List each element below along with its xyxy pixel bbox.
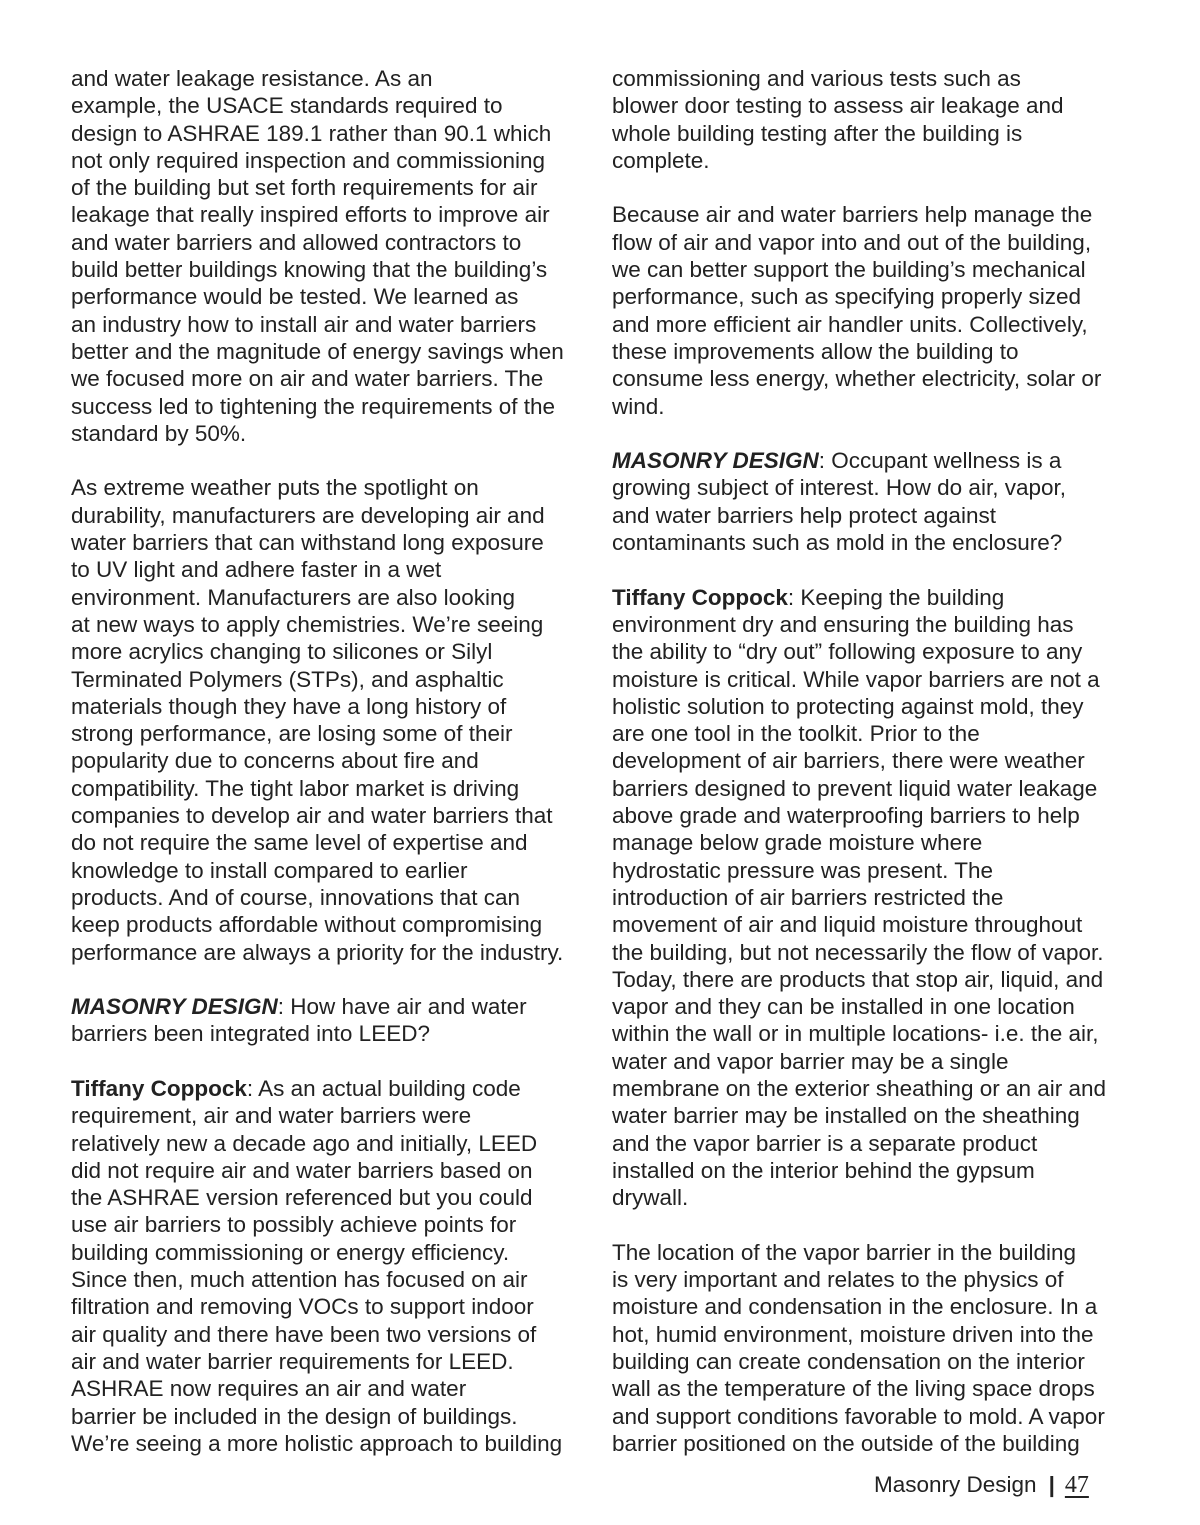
text-line: consume less energy, whether electricity, solar or xyxy=(612,366,1102,392)
text-line: membrane on the exterior sheathing or an air and xyxy=(612,1075,1107,1101)
text-line: the ability to “dry out” following exposure to any xyxy=(612,639,1083,665)
text-line: holistic solution to protecting against mold, they xyxy=(612,693,1084,719)
question-leed: MASONRY DESIGN: How have air and water barriers been integrated into LEED? xyxy=(71,994,527,1047)
text-line: air quality and there have been two versions of xyxy=(71,1321,537,1347)
text-line: and more efficient air handler units. Collectively, xyxy=(612,311,1088,337)
question-occupant-wellness-body xyxy=(612,474,1142,556)
text-line: products. And of course, innovations that can xyxy=(71,884,521,910)
text-line: keep products affordable without compromising xyxy=(71,912,543,938)
text-line: an industry how to install air and water barriers xyxy=(71,311,537,337)
paragraph-air-leakage xyxy=(71,65,591,447)
paragraph-mechanical-performance xyxy=(612,201,1142,419)
text-line: these improvements allow the building to xyxy=(612,338,1019,364)
question-occupant-wellness: MASONRY DESIGN: Occupant wellness is a growing subject of interest. How do air, vapor, and water barriers help protect against contaminants such as mold in the enclosure? xyxy=(612,447,1142,556)
text-line: We’re seeing a more holistic approach to building xyxy=(71,1430,563,1456)
text-line: vapor and they can be installed in one location xyxy=(612,994,1075,1020)
text-line: the ASHRAE version referenced but you could xyxy=(71,1185,533,1211)
text-line: water barriers that can withstand long exposure xyxy=(71,530,544,556)
text-line: to UV light and adhere faster in a wet xyxy=(71,557,442,583)
text-line: example, the USACE standards required to xyxy=(71,93,503,119)
text-line: build better buildings knowing that the building’s xyxy=(71,257,548,283)
text-line: performance are always a priority for the industry. xyxy=(71,939,564,965)
text-line: barrier positioned on the outside of the building xyxy=(612,1430,1080,1456)
text-line: relatively new a decade ago and initially, LEED xyxy=(71,1130,538,1156)
text-line: did not require air and water barriers based on xyxy=(71,1157,533,1183)
left-column xyxy=(71,65,591,1457)
text-line: and the vapor barrier is a separate product xyxy=(612,1130,1038,1156)
text-line: the building, but not necessarily the flow of vapor. xyxy=(612,939,1104,965)
text-line: flow of air and vapor into and out of the building, xyxy=(612,229,1092,255)
text-line: compatibility. The tight labor market is driving xyxy=(71,775,520,801)
answer-leed-body xyxy=(71,1102,591,1457)
paragraph-commissioning xyxy=(612,65,1142,174)
text-line: wall as the temperature of the living space drops xyxy=(612,1376,1095,1402)
footer-separator: | xyxy=(1048,1472,1055,1497)
text-line: leakage that really inspired efforts to improve air xyxy=(71,202,550,228)
text-line: The location of the vapor barrier in the building xyxy=(612,1239,1077,1265)
text-line: commissioning and various tests such as xyxy=(612,66,1021,91)
text-line: and support conditions favorable to mold. A vapor xyxy=(612,1403,1105,1429)
text-line: water barrier may be installed on the sheathing xyxy=(612,1103,1080,1129)
text-line: and water barriers help protect against xyxy=(612,502,996,528)
text-line: and water leakage resistance. As an xyxy=(71,66,433,91)
text-line: Today, there are products that stop air, liquid, and xyxy=(612,966,1104,992)
text-line: materials though they have a long history of xyxy=(71,693,507,719)
text-line: Since then, much attention has focused on air xyxy=(71,1267,528,1293)
text-line: complete. xyxy=(612,147,710,173)
text-line: environment. Manufacturers are also looking xyxy=(71,584,515,610)
text-line: filtration and removing VOCs to support indoor xyxy=(71,1294,534,1320)
page-number: 47 xyxy=(1064,1472,1089,1498)
text-line: introduction of air barriers restricted the xyxy=(612,884,1004,910)
text-line: design to ASHRAE 189.1 rather than 90.1 which xyxy=(71,120,552,146)
text-line: ASHRAE now requires an air and water xyxy=(71,1376,467,1402)
text-line: barriers designed to prevent liquid water leakage xyxy=(612,775,1098,801)
text-line: development of air barriers, there were weather xyxy=(612,748,1085,774)
text-line: better and the magnitude of energy savings when xyxy=(71,338,564,364)
interviewer-label: MASONRY DESIGN xyxy=(612,448,819,474)
interviewer-label: MASONRY DESIGN xyxy=(71,994,278,1020)
text-line: performance would be tested. We learned as xyxy=(71,284,519,310)
text-line: whole building testing after the building is xyxy=(612,120,1023,146)
publication-name: Masonry Design xyxy=(874,1472,1037,1497)
text-line: we focused more on air and water barriers. The xyxy=(71,366,544,392)
paragraph-extreme-weather xyxy=(71,474,591,965)
text-line: within the wall or in multiple locations- i.e. the air, xyxy=(612,1021,1099,1047)
text-line: success led to tightening the requirements of the xyxy=(71,393,556,419)
text-line: air and water barrier requirements for LEED. xyxy=(71,1348,514,1374)
text-line: are one tool in the toolkit. Prior to the xyxy=(612,721,980,747)
text-line: companies to develop air and water barriers that xyxy=(71,803,553,829)
text-line: standard by 50%. xyxy=(71,420,247,446)
text-line: strong performance, are losing some of their xyxy=(71,721,513,747)
text-line: more acrylics changing to silicones or Silyl xyxy=(71,639,493,665)
text-line: do not require the same level of expertise and xyxy=(71,830,528,856)
text-line: wind. xyxy=(612,393,665,419)
answer-leed: Tiffany Coppock: As an actual building code requirement, air and water barriers were relatively new a decade ago and initially, LEED did not require air and water barriers based on the ASHRAE version referenced but you could use air barriers to possibly achieve points for building commissioning or energy efficiency. Since then, much attention has focused on air filtration and removing VOCs to support indoor air quality and there have been two versions of air and water barrier requirements for LEED. ASHRAE now requires an air and water barrier be included in the design of buildings. We’re seeing a more holistic approach to building xyxy=(71,1075,591,1457)
text-line: moisture is critical. While vapor barriers are not a xyxy=(612,666,1100,692)
text-line: moisture and condensation in the enclosure. In a xyxy=(612,1294,1098,1320)
right-column xyxy=(612,65,1142,1457)
text-line: drywall. xyxy=(612,1185,689,1211)
text-line: knowledge to install compared to earlier xyxy=(71,857,468,883)
text-line: installed on the interior behind the gypsum xyxy=(612,1157,1035,1183)
text-line: of the building but set forth requirements for air xyxy=(71,175,538,201)
text-line: environment dry and ensuring the building has xyxy=(612,611,1074,637)
text-line: barrier be included in the design of buildings. xyxy=(71,1403,518,1429)
text-line: hydrostatic pressure was present. The xyxy=(612,857,994,883)
text-line: movement of air and liquid moisture throughout xyxy=(612,912,1083,938)
page-footer xyxy=(874,1472,1089,1499)
answer-occupant-wellness-body xyxy=(612,611,1142,1212)
text-line: use air barriers to possibly achieve points for xyxy=(71,1212,517,1238)
text-line: above grade and waterproofing barriers to help xyxy=(612,803,1080,829)
text-line: Terminated Polymers (STPs), and asphaltic xyxy=(71,666,504,692)
text-line: building commissioning or energy efficiency. xyxy=(71,1239,510,1265)
text-line: we can better support the building’s mechanical xyxy=(612,257,1086,283)
speaker-label: Tiffany Coppock xyxy=(612,584,788,610)
text-line: manage below grade moisture where xyxy=(612,830,983,856)
text-line: Because air and water barriers help manage the xyxy=(612,202,1093,228)
text-line: durability, manufacturers are developing air and xyxy=(71,502,545,528)
text-line: not only required inspection and commissioning xyxy=(71,147,546,173)
text-line: popularity due to concerns about fire and xyxy=(71,748,479,774)
answer-occupant-wellness: Tiffany Coppock: Keeping the building environment dry and ensuring the building has the ability to “dry out” following exposure to any moisture is critical. While vapor barriers are not a holistic solution to protecting against mold, they are one tool in the toolkit. Prior to the development of air barriers, there were weather barriers designed to prevent liquid water leakage above grade and waterproofing barriers to help manage below grade moisture where hydrostatic pressure was present. The introduction of air barriers restricted the movement of air and liquid moisture throughout the building, but not necessarily the flow of vapor. Today, there are products that stop air, liquid, and vapor and they can be installed in one location within the wall or in multiple locations- i.e. the air, water and vapor barrier may be a single membrane on the exterior sheathing or an air and water barrier may be installed on the sheathing and the vapor barrier is a separate product installed on the interior behind the gypsum drywall. xyxy=(612,584,1142,1212)
text-line: performance, such as specifying properly sized xyxy=(612,284,1081,310)
speaker-label: Tiffany Coppock xyxy=(71,1075,247,1101)
text-line: water and vapor barrier may be a single xyxy=(612,1048,1009,1074)
text-line: contaminants such as mold in the enclosure? xyxy=(612,530,1063,556)
text-line: hot, humid environment, moisture driven into the xyxy=(612,1321,1094,1347)
text-line: As extreme weather puts the spotlight on xyxy=(71,475,479,501)
text-line: blower door testing to assess air leakage and xyxy=(612,93,1064,119)
text-line: at new ways to apply chemistries. We’re seeing xyxy=(71,611,544,637)
text-line: is very important and relates to the physics of xyxy=(612,1267,1064,1293)
text-line: building can create condensation on the interior xyxy=(612,1348,1085,1374)
paragraph-vapor-barrier-location xyxy=(612,1239,1142,1457)
text-line: requirement, air and water barriers were xyxy=(71,1103,472,1129)
text-line: and water barriers and allowed contractors to xyxy=(71,229,522,255)
text-line: growing subject of interest. How do air, vapor, xyxy=(612,475,1066,501)
